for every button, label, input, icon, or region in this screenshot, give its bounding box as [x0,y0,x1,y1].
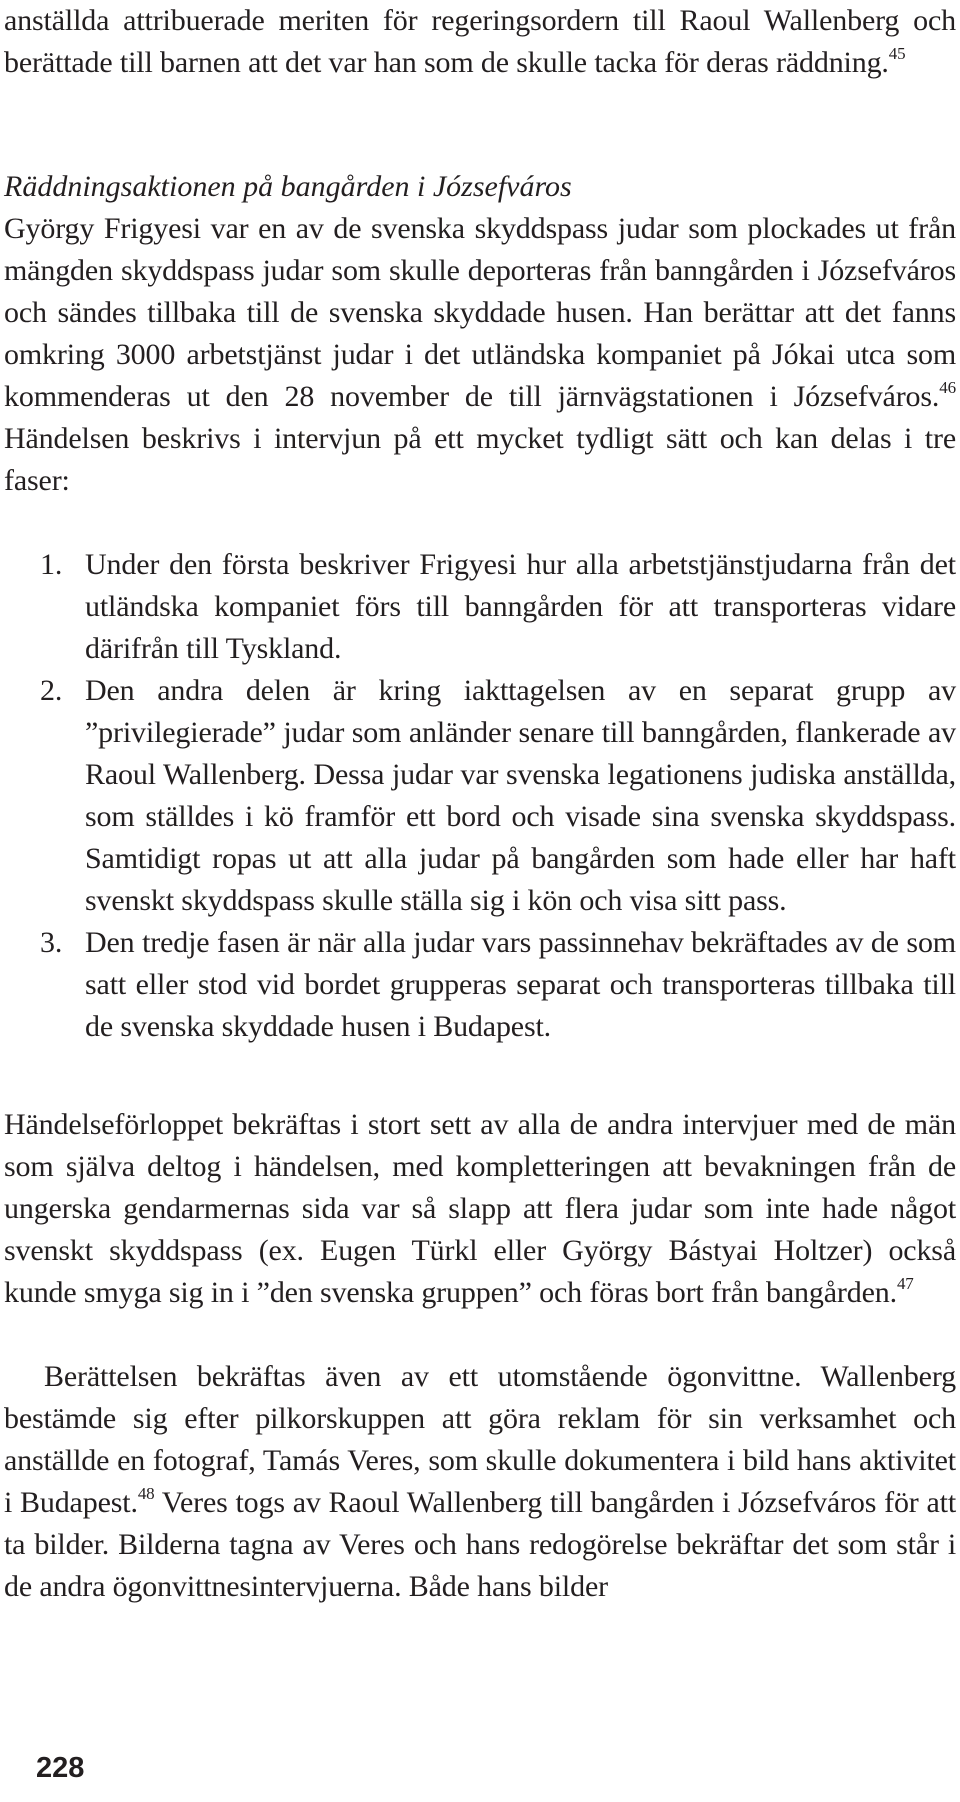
confirmation-paragraph [4,1104,956,1314]
intro-paragraph [4,208,956,502]
paragraph-text: anställda attribuerade meriten för regeringsordern till Raoul Wallenberg och berättade till barnen att det var han som de skulle tacka för deras räddning. [4,4,956,79]
footnote-ref: 48 [137,1484,155,1503]
list-item [0,670,956,922]
list-item-text: Den tredje fasen är när alla judar vars passinnehav bekräftades av de som satt eller stod vid bordet grupperas separat och transporteras tillbaka till de svenska skyddade husen i Budapest. [85,926,956,1043]
footnote-ref: 47 [896,1274,914,1293]
list-item-number: 1. [40,548,63,581]
page-number: 228 [36,1752,85,1784]
list-item [0,922,956,1048]
footnote-ref: 46 [939,378,956,397]
list-item-text: Den andra delen är kring iakttagelsen av en separat grupp av ”privilegierade” judar som anländer senare till banngården, flankerade av Raoul Wallenberg. Dessa judar var svenska legationens judiska anställda, som ställdes i kö framför ett bord och visade sina svenska skyddspass. Samtidigt ropas ut att alla judar på bangården som hade eller har haft svenskt skyddspass skulle ställa sig i kön och visa sitt pass. [85,674,956,917]
list-item [0,544,956,670]
paragraph-text: Händelseförloppet bekräftas i stort sett av alla de andra intervjuer med de män som själva deltog i händelsen, med kompletteringen att bevakningen från de ungerska gendarmernas sida var så slapp att flera judar som inte hade något svenskt skyddspass (ex. Eugen Türkl eller György Bástyai Holtzer) också kunde smyga sig in i ”den svenska gruppen” och föras bort från bangården. [4,1108,956,1309]
footnote-ref: 45 [888,44,906,63]
section-heading: Räddningsaktionen på bangården i Józsefváros [4,170,572,203]
paragraph-text: Berättelsen bekräftas även av ett utomstående ögonvittne. Wallenberg bestämde sig efter pilkorskuppen att göra reklam för sin verksamhet och anställde en fotograf, Tamás Veres, som skulle dokumentera i bild hans aktivitet i Budapest. [4,1360,956,1519]
paragraph-text-continued: Händelsen beskrivs i intervjun på ett mycket tydligt sätt och kan delas i tre faser: [4,422,956,497]
paragraph-text: György Frigyesi var en av de svenska skyddspass judar som plockades ut från mängden skyddspass judar som skulle deporteras från banngården i Józsefváros och sändes tillbaka till de svenska skyddade husen. Han berättar att det fanns omkring 3000 arbetstjänst judar i det utländska kompaniet på Jókai utca som kommenderas ut den 28 november de till järnvägstationen i Józsefváros. [4,212,956,413]
paragraph-text-continued: Veres togs av Raoul Wallenberg till bangården i Józsefváros för att ta bilder. Bilderna tagna av Veres och hans redogörelse bekräftar det som står i de andra ögonvittnesintervjuerna. Både hans bilder [4,1486,957,1603]
list-item-number: 2. [40,674,63,707]
continued-paragraph [4,0,956,84]
list-item-text: Under den första beskriver Frigyesi hur alla arbetstjänstjudarna från det utländska kompaniet förs till banngården för att transporteras vidare därifrån till Tyskland. [85,548,956,665]
list-item-number: 3. [40,926,63,959]
phase-list [0,544,956,1048]
witness-paragraph [4,1356,956,1608]
